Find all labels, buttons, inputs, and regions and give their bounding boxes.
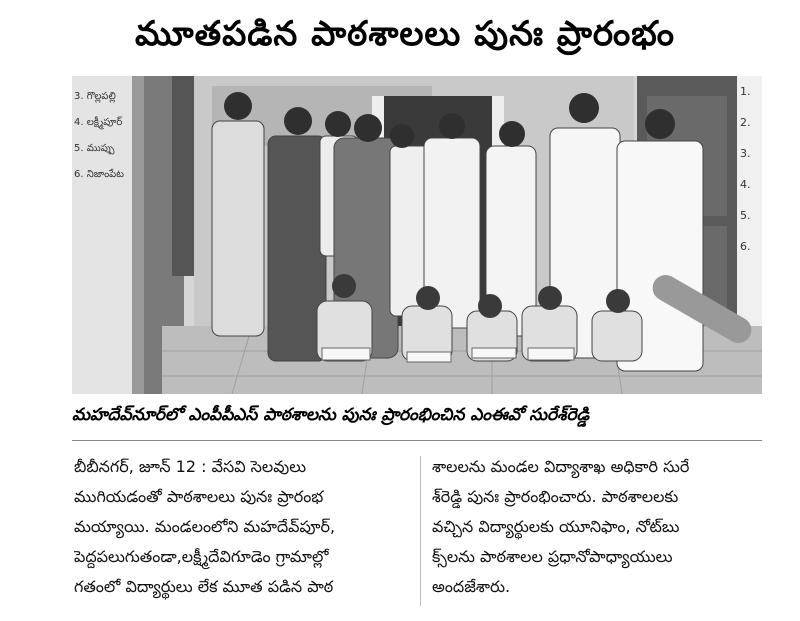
article-column-left	[74, 452, 410, 602]
wall-list-left	[74, 84, 130, 188]
article-line: క్స్‌లను పాఠశాలల ప్రధానోపాధ్యాయులు	[432, 547, 673, 566]
wall-list-item: 2.	[740, 116, 751, 129]
news-photo	[72, 76, 762, 394]
wall-list-right	[740, 76, 762, 262]
article-line: గతంలో విద్యార్థులు లేక మూత పడిన పాఠ	[74, 577, 334, 596]
headline: మూతపడిన పాఠశాలలు పునః ప్రారంభం	[134, 14, 676, 54]
photo-caption: మహదేవ్‌నూర్‌లో ఎంపీపీఎస్ పాఠశాలను పునః ప్రారంభించిన ఎంఈవో సురేశ్‌రెడ్డి	[72, 405, 590, 425]
article-line: వచ్చిన విద్యార్థులకు యూనిఫాం, నోట్‌బు	[432, 517, 680, 536]
wall-list-item: 4.	[740, 178, 751, 191]
caption-divider	[72, 440, 762, 441]
wall-list-item: 1.	[740, 85, 751, 98]
wall-list-item: 6.	[740, 240, 751, 253]
article-line: అందజేశారు.	[432, 577, 511, 596]
wall-list-item: 6. నిజాంపేట	[74, 169, 124, 180]
wall-list-item: 5. ముప్పు	[74, 143, 115, 154]
article-line: శ్‌రెడ్డి పునః ప్రారంభించారు. పాఠశాలలకు	[432, 487, 679, 506]
article-line: మయ్యాయి. మండలంలోని మహదేవ్‌పూర్,	[74, 517, 336, 536]
article-column-right	[432, 452, 768, 602]
wall-list-item: 3.	[740, 147, 751, 160]
article-line: బీబీనగర్, జూన్ 12 : వేసవి సెలవులు	[74, 457, 307, 476]
article-line: ముగియడంతో పాఠశాలలు పునః ప్రారంభ	[74, 487, 324, 506]
article-line: శాలలను మండల విద్యాశాఖ అధికారి సురే	[432, 457, 690, 476]
wall-list-item: 4. లక్ష్మీపూర్	[74, 117, 123, 128]
wall-list-item: 3. గొల్లపల్లి	[74, 91, 116, 102]
photo-illustration	[72, 76, 762, 394]
wall-list-item: 5.	[740, 209, 751, 222]
column-divider	[420, 456, 421, 606]
article-line: పెద్దపలుగుతండా,లక్ష్మీదేవిగూడెం గ్రామాల్లో	[74, 547, 329, 566]
